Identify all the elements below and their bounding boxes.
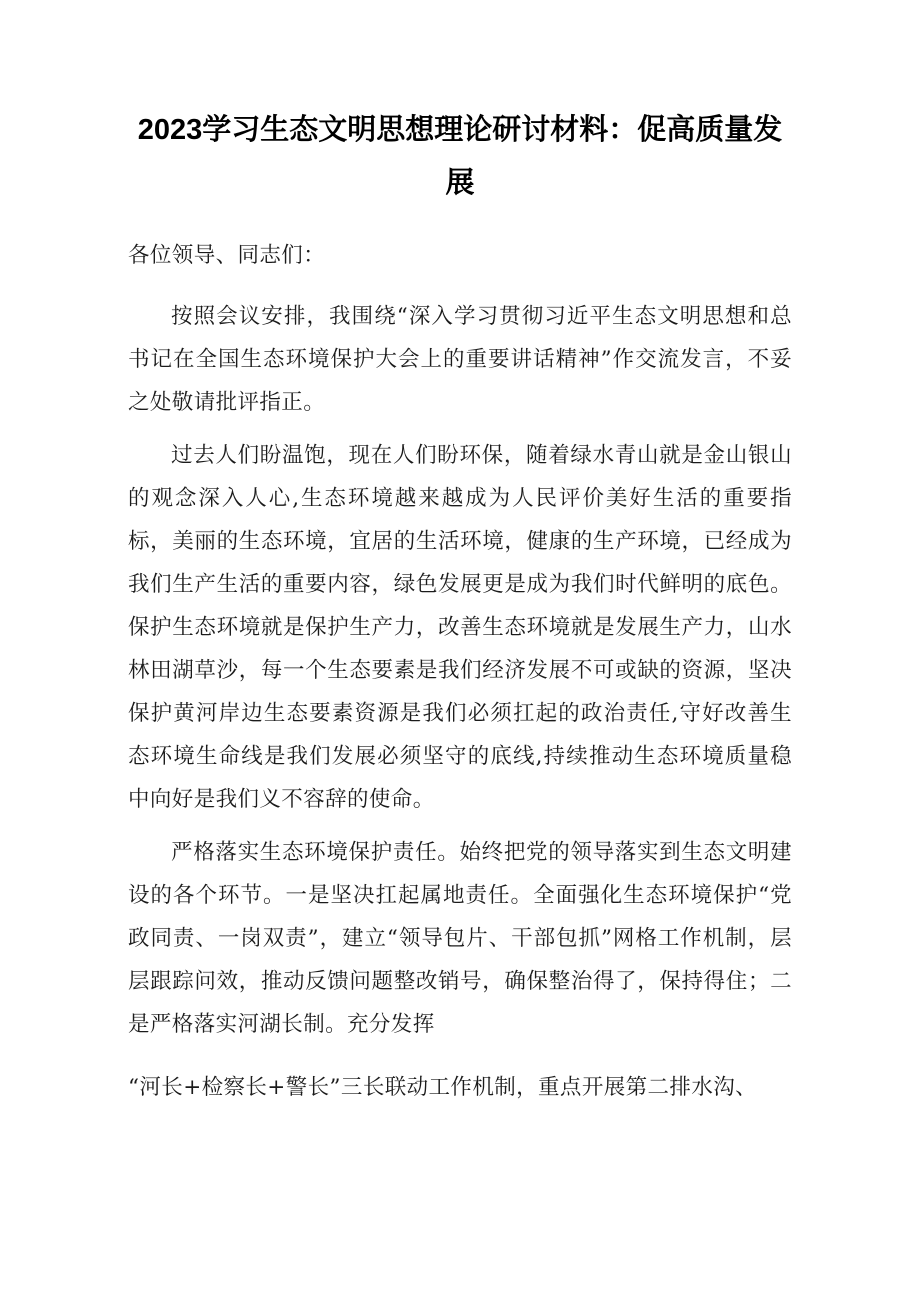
document-title: 2023学习生态文明思想理论研讨材料：促高质量发展: [137, 114, 783, 199]
paragraph-ecological-vision: 过去人们盼温饱，现在人们盼环保，随着绿水青山就是金山银山的观念深入人心,生态环境越来越成为人民评价美好生活的重要指标，美丽的生态环境，宜居的生活环境，健康的生产环境，已经成为我们生产生活的重要内容，绿色发展更是成为我们时代鲜明的底色。保护生态环境就是保护生产力，改善生态环境就是发展生产力，山水林田湖草沙，每一个生态要素是我们经济发展不可或缺的资源，坚决保护黄河岸边生态要素资源是我们必须扛起的政治责任,守好改善生态环境生命线是我们发展必须坚守的底线,持续推动生态环境质量稳中向好是我们义不容辞的使命。: [128, 443, 792, 812]
paragraph-salutation: 各位领导、同志们：: [128, 243, 326, 268]
document-body: [128, 104, 792, 1119]
paragraph-intro: 按照会议安排，我围绕“深入学习贯彻习近平生态文明思想和总书记在全国生态环境保护大会上的重要讲话精神”作交流发言，不妥之处敬请批评指正。: [128, 304, 792, 415]
paragraph-responsibility: 严格落实生态环境保护责任。始终把党的领导落实到生态文明建设的各个环节。一是坚决扛起属地责任。全面强化生态环境保护“党政同责、一岗双责”，建立“领导包片、干部包抓”网格工作机制，层层跟踪问效，推动反馈问题整改销号，确保整治得了，保持得住；二是严格落实河湖长制。充分发挥: [128, 840, 792, 1037]
paragraph-continuation: “河长+检察长+警长”三长联动工作机制，重点开展第二排水沟、: [128, 1075, 758, 1100]
